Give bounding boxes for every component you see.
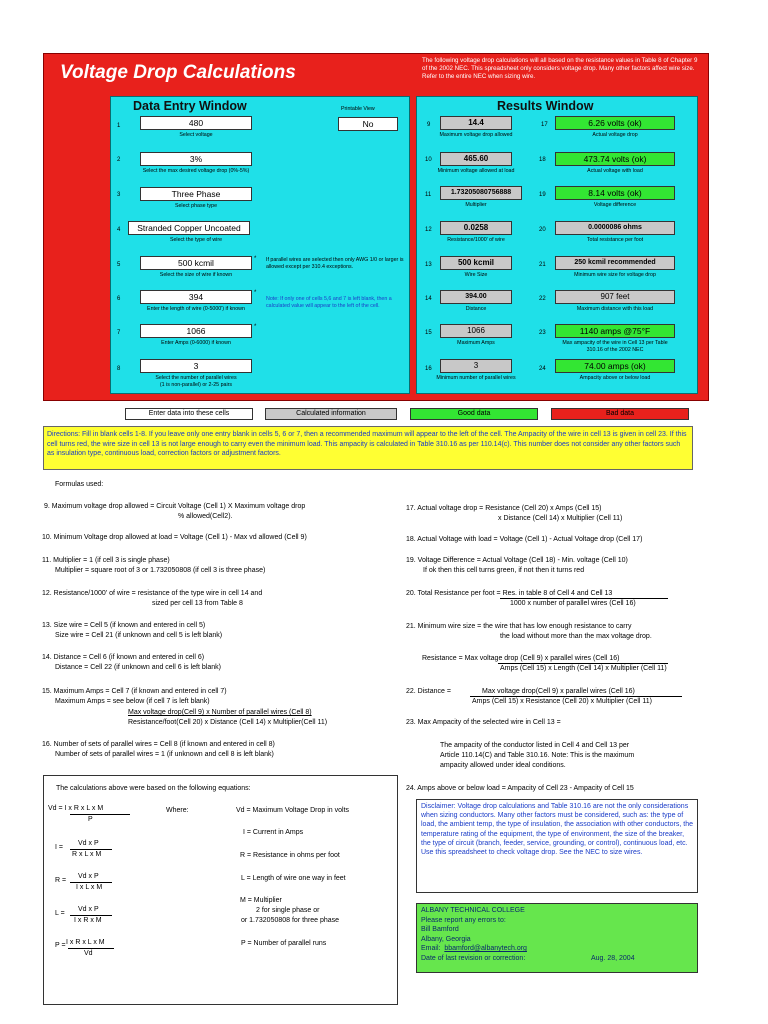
wire-length-input[interactable]: 394 <box>140 290 252 304</box>
eq-p-denominator: Vd <box>84 950 93 957</box>
cell-number: 7 <box>117 330 121 336</box>
wire-size-caption: Select the size of wire if known <box>159 272 233 278</box>
max-distance-result: 907 feet <box>555 290 675 304</box>
voltage-difference-caption: Voltage difference <box>593 202 637 208</box>
multiplier-result-caption: Multiplier <box>465 202 487 208</box>
formula-16-cont: Number of sets of parallel wires = 1 (if unknown and cell 8 is left blank) <box>55 751 274 758</box>
formulas-heading: Formulas used: <box>55 481 104 488</box>
formula-9: 9. Maximum voltage drop allowed = Circuit Voltage (Cell 1) X Maximum voltage drop <box>44 503 306 510</box>
max-ampacity-result: 1140 amps @75°F <box>555 324 675 338</box>
formula-12-cont: sized per cell 13 from Table 8 <box>152 600 243 607</box>
cell-number: 20 <box>539 227 546 233</box>
cell-number: 2 <box>117 157 121 163</box>
formula-17: 17. Actual voltage drop = Resistance (Cell 20) x Amps (Cell 15) <box>406 505 602 512</box>
formula-22: 22. Distance = <box>406 688 451 695</box>
printable-view-label: Printable View <box>341 106 375 112</box>
cell-number: 1 <box>117 123 121 129</box>
max-ampacity-caption: Max ampacity of the wire in Cell 13 per Table <box>562 340 668 346</box>
amps-input[interactable]: 1066 <box>140 324 252 338</box>
max-ampacity-caption-2: 310.16 of the 2002 NEC <box>586 347 644 353</box>
voltage-difference-result: 8.14 volts (ok) <box>555 186 675 200</box>
distance-result: 394.00 <box>440 290 512 304</box>
cell-number: 6 <box>117 296 121 302</box>
max-distance-caption: Maximum distance with this load <box>576 306 654 312</box>
eq-r-label: R = <box>55 877 67 884</box>
total-resistance-caption: Total resistance per foot <box>586 237 644 243</box>
formula-15: 15. Maximum Amps = Cell 7 (if known and entered in cell 7) <box>42 688 227 695</box>
cell-number: 4 <box>117 227 121 233</box>
actual-voltage-drop-caption: Actual voltage drop <box>592 132 638 138</box>
max-amps-result: 1066 <box>440 324 512 338</box>
formula-23-line3: ampacity allowed under ideal conditions. <box>440 762 566 769</box>
parallel-wires-select[interactable]: 3 <box>140 359 252 373</box>
cell-number: 24 <box>539 366 546 372</box>
eq-l-label: L = <box>55 910 65 917</box>
min-voltage-result-caption: Minimum voltage allowed at load <box>437 168 515 174</box>
eq-def-r: R = Resistance in ohms per foot <box>240 852 340 859</box>
cell-number: 21 <box>539 262 546 268</box>
legend-bad-data: Bad data <box>551 408 689 420</box>
formula-19-cont: If ok then this cell turns green, if not then it turns red <box>423 567 585 574</box>
eq-i-numerator: Vd x P <box>78 840 99 847</box>
eq-def-vd: Vd = Maximum Voltage Drop in volts <box>236 807 350 814</box>
actual-voltage-result: 473.74 volts (ok) <box>555 152 675 166</box>
contact-email-label: Email: <box>421 945 441 953</box>
eq-def-m-single: 2 for single phase or <box>256 907 320 914</box>
cell-number: 18 <box>539 157 546 163</box>
directions-text: Directions: Fill in blank cells 1-8. If you leave only one entry blank in cells 5, 6 or 7, then a recommended maximum will appear to the left of the cell. The Ampacity of the wire in cell 13 is given in cell 23. If this cell turns red, the wire size in cell 13 is not large enough to carry even the minimum load. This ampacity is calculated in Table 310.16 as per 110.14(c). This number does not consider any other factors such as insulation type, continuous load, correction factors or adjustment factors. <box>43 426 693 470</box>
formula-13: 13. Size wire = Cell 5 (if known and entered in cell 5) <box>42 622 206 629</box>
contact-email-link[interactable]: bbamford@albanytech.org <box>444 945 527 953</box>
parallel-wires-result: 3 <box>440 359 512 373</box>
eq-vd-numerator: Vd = I x R x L x M <box>48 805 104 812</box>
formula-18: 18. Actual Voltage with load = Voltage (Cell 1) - Actual Voltage drop (Cell 17) <box>406 536 643 543</box>
max-amps-result-caption: Maximum Amps <box>457 340 495 346</box>
formula-21-denominator: Amps (Cell 15) x Length (Cell 14) x Multiplier (Cell 11) <box>500 665 667 672</box>
eq-def-p: P = Number of parallel runs <box>241 940 327 947</box>
page-title: Voltage Drop Calculations <box>60 62 296 83</box>
eq-i-denominator: R x L x M <box>72 851 102 858</box>
cell-number: 5 <box>117 262 121 268</box>
formula-22-numerator: Max voltage drop(Cell 9) x parallel wires (Cell 16) <box>482 688 635 695</box>
contact-report: Please report any errors to: <box>421 916 506 924</box>
eq-vd-denominator: P <box>88 816 93 823</box>
eq-def-m: M = Multiplier <box>240 897 282 904</box>
formula-15-denominator: Resistance/foot(Cell 20) x Distance (Cell 14) x Multiplier(Cell 11) <box>128 719 328 726</box>
actual-voltage-caption: Actual voltage with load <box>587 168 643 174</box>
resistance-result: 0.0258 <box>440 221 512 235</box>
max-voltage-drop-input[interactable]: 3% <box>140 152 252 166</box>
eq-l-denominator: I x R x M <box>74 917 102 924</box>
max-voltage-drop-result-caption: Maximum voltage drop allowed <box>439 132 513 138</box>
phase-type-caption: Select phase type <box>174 203 218 209</box>
parallel-wires-caption-2: (1 is non-parallel) or 2-25 pairs <box>159 382 233 388</box>
contact-revision-date: Aug. 28, 2004 <box>591 954 635 962</box>
wire-size-result-caption: Wire Size <box>464 272 488 278</box>
contact-name: Bill Bamford <box>421 926 459 934</box>
eq-p-numerator: I x R x L x M <box>66 939 105 946</box>
contact-revision-label: Date of last revision or correction: <box>421 954 526 962</box>
contact-org: ALBANY TECHNICAL COLLEGE <box>421 907 525 914</box>
cell-number: 15 <box>425 330 432 336</box>
voltage-caption: Select voltage <box>179 132 213 138</box>
formula-10: 10. Minimum Voltage drop allowed at load = Voltage (Cell 1) - Max vd allowed (Cell 9) <box>42 534 307 541</box>
formula-12: 12. Resistance/1000' of wire = resistance of the type wire in cell 14 and <box>42 590 263 597</box>
cell-number: 9 <box>427 122 431 128</box>
eq-r-denominator: I x L x M <box>76 884 103 891</box>
ampacity-difference-result: 74.00 amps (ok) <box>555 359 675 373</box>
formula-20: 20. Total Resistance per foot = Res. in table 8 of Cell 4 and Cell 13 <box>406 590 613 597</box>
phase-type-select[interactable]: Three Phase <box>140 187 252 201</box>
equations-heading: The calculations above were based on the following equations: <box>56 785 251 792</box>
parallel-wire-note: If parallel wires are selected then only AWG 1/0 or larger is allowed except per 310.4 exceptions. <box>266 257 404 270</box>
min-voltage-result: 465.60 <box>440 152 512 166</box>
eq-def-l: L = Length of wire one way in feet <box>241 875 346 882</box>
disclaimer-text: Disclaimer: Voltage drop calculations and Table 310.16 are not the only considerations when sizing conductors. Many other factors must be considered, such as: the type of load, the ambient temp, the type of insulation, the association with other conductors, the temperature rating of the equipment, the type of environment, the size of the breaker, the type of circuit (branch, feeder, service, grounding, or control), continuous load, etc. Use this spreadsheet to check voltage drop. See the NEC to size wires. <box>416 799 698 893</box>
contact-box <box>416 903 698 973</box>
formula-21-numerator: Resistance = Max voltage drop (Cell 9) x parallel wires (Cell 16) <box>422 655 620 662</box>
formula-14: 14. Distance = Cell 6 (if known and entered in cell 6) <box>42 654 205 661</box>
blank-cell-note: Note: If only one of cells 5,6 and 7 is left blank, then a calculated value will appear to the left of the cell. <box>266 296 392 309</box>
intro-text: The following voltage drop calculations will all based on the resistance values in Table 8 of Chapter 9 of the 2002 NEC. This spreadsheet only considers voltage drop. Many other factors affect wire size. Refer to the entire NEC when sizing wire. <box>422 57 698 80</box>
cell-number: 8 <box>117 366 121 372</box>
wire-size-result: 500 kcmil <box>440 256 512 270</box>
parallel-wires-result-caption: Minimum number of parallel wires <box>436 375 516 381</box>
formula-21: 21. Minimum wire size = the wire that has low enough resistance to carry <box>406 623 632 630</box>
formula-15-numerator: Max voltage drop(Cell 9) x Number of parallel wires (Cell 8) <box>128 709 312 716</box>
formula-23: 23. Max Ampacity of the selected wire in Cell 13 = <box>406 719 561 726</box>
eq-def-i: I = Current in Amps <box>243 829 304 836</box>
min-wire-size-result: 250 kcmil recommended <box>555 256 675 270</box>
eq-l-numerator: Vd x P <box>78 906 99 913</box>
cell-number: 23 <box>539 330 546 336</box>
formula-24: 24. Amps above or below load = Ampacity of Cell 23 - Ampacity of Cell 15 <box>406 785 634 792</box>
formula-11-cont: Multiplier = square root of 3 or 1.732050808 (if cell 3 is three phase) <box>55 567 266 574</box>
formula-23-line1: The ampacity of the conductor listed in Cell 4 and Cell 13 per <box>440 742 630 749</box>
formula-11: 11. Multiplier = 1 (if cell 3 is single phase) <box>42 557 170 564</box>
max-voltage-drop-caption: Select the max desired voltage drop (0%-5%) <box>142 168 250 174</box>
resistance-result-caption: Resistance/1000' of wire <box>447 237 505 243</box>
formula-9-cont: % allowed(Cell2). <box>178 513 233 520</box>
legend-enter-data: Enter data into these cells <box>125 408 253 420</box>
cell-number: 11 <box>425 192 432 198</box>
cell-number: 17 <box>541 122 548 128</box>
wire-size-select[interactable]: 500 kcmil <box>140 256 252 270</box>
cell-number: 13 <box>425 262 432 268</box>
eq-p-label: P = <box>55 942 66 949</box>
wire-type-select[interactable]: Stranded Copper Uncoated <box>128 221 250 235</box>
amps-caption: Enter Amps (0-6000) if known <box>161 340 231 346</box>
formula-13-cont: Size wire = Cell 21 (if unknown and cell 5 is left blank) <box>55 632 223 639</box>
cell-number: 19 <box>539 192 546 198</box>
legend-calculated: Calculated information <box>265 408 397 420</box>
formula-20-denominator: 1000 x number of parallel wires (Cell 16) <box>510 600 636 607</box>
min-wire-size-caption: Minimum wire size for voltage drop <box>574 272 656 278</box>
eq-def-m-three: or 1.732050808 for three phase <box>241 917 340 924</box>
cell-number: 12 <box>425 227 432 233</box>
formula-23-line2: Article 110.14(C) and Table 310.16. Note: This is the maximum <box>440 752 635 759</box>
cell-number: 3 <box>117 192 121 198</box>
data-entry-title: Data Entry Window <box>133 99 247 113</box>
actual-voltage-drop-result: 6.26 volts (ok) <box>555 116 675 130</box>
cell-number: 16 <box>425 366 432 372</box>
total-resistance-result: 0.0000086 ohms <box>555 221 675 235</box>
eq-where: Where: <box>166 807 189 814</box>
max-voltage-drop-result: 14.4 <box>440 116 512 130</box>
formula-15-cont: Maximum Amps = see below (if cell 7 is left blank) <box>55 698 210 705</box>
ampacity-difference-caption: Ampacity above or below load <box>579 375 651 381</box>
formula-16: 16. Number of sets of parallel wires = Cell 8 (if known and entered in cell 8) <box>42 741 275 748</box>
legend-good-data: Good data <box>410 408 538 420</box>
wire-length-caption: Enter the length of wire (0-5000') if known <box>147 306 245 312</box>
eq-i-label: I = <box>55 844 63 851</box>
multiplier-result: 1.73205080756888 <box>440 186 522 200</box>
formula-17-cont: x Distance (Cell 14) x Multiplier (Cell 11) <box>498 515 623 522</box>
wire-type-caption: Select the type of wire <box>169 237 223 243</box>
contact-city: Albany, Georgia <box>421 935 471 943</box>
cell-number: 22 <box>539 296 546 302</box>
formula-19: 19. Voltage Difference = Actual Voltage (Cell 18) - Min. voltage (Cell 10) <box>406 557 628 564</box>
printable-view-select[interactable]: No <box>338 117 398 131</box>
distance-result-caption: Distance <box>465 306 487 312</box>
results-title: Results Window <box>497 99 594 113</box>
parallel-wires-caption: Select the number of parallel wires <box>155 375 237 381</box>
formula-21-cont: the load without more than the max voltage drop. <box>500 633 652 640</box>
formula-14-cont: Distance = Cell 22 (if unknown and cell 6 is left blank) <box>55 664 221 671</box>
cell-number: 10 <box>425 157 432 163</box>
formula-22-denominator: Amps (Cell 15) x Resistance (Cell 20) x Multiplier (Cell 11) <box>472 698 652 705</box>
eq-r-numerator: Vd x P <box>78 873 99 880</box>
data-entry-window <box>110 96 410 394</box>
cell-number: 14 <box>425 296 432 302</box>
voltage-input[interactable]: 480 <box>140 116 252 130</box>
